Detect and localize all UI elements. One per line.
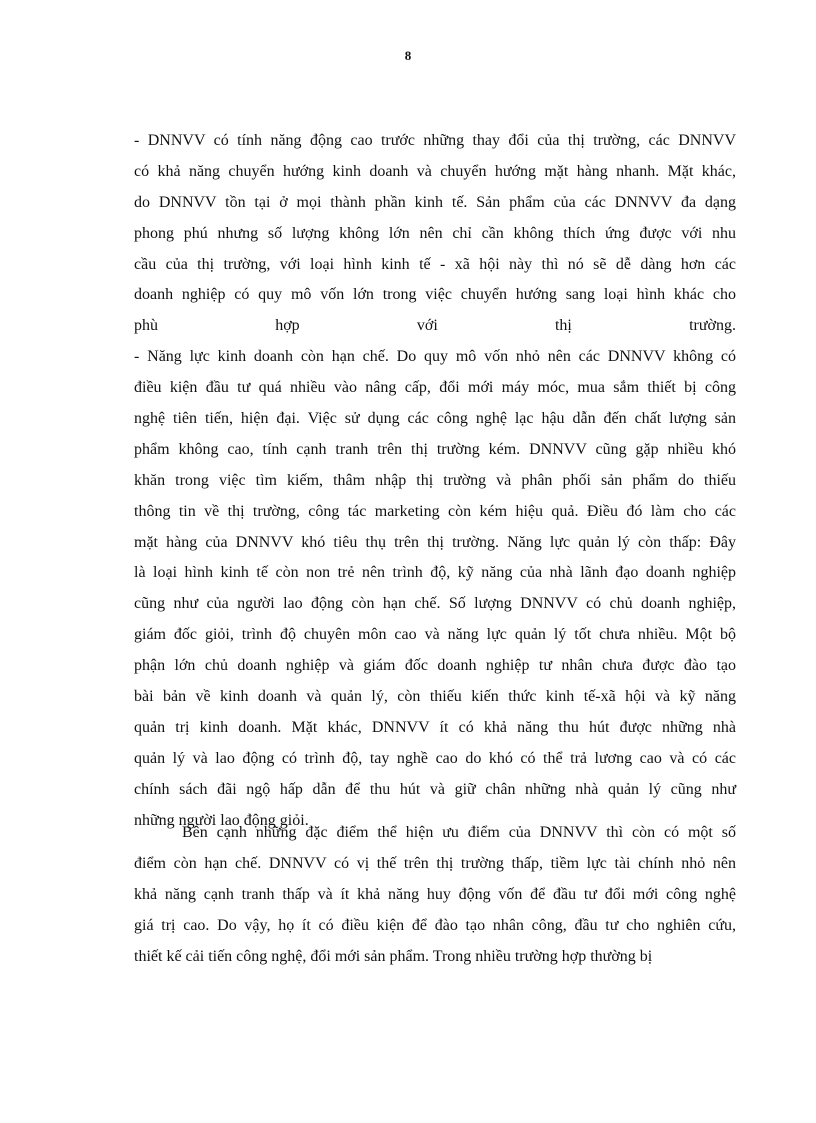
text-line: mặt hàng của DNNVV khó tiêu thụ trên thị trường. Năng lực quản lý còn thấp: Đây <box>134 533 736 551</box>
text-line: nghệ tiên tiến, hiện đại. Việc sử dụng các công nghệ lạc hậu dẫn đến chất lượng sản <box>134 410 736 428</box>
text-line: khăn trong việc tìm kiếm, thâm nhập thị trường và phân phối sản phẩm do thiếu <box>134 471 736 489</box>
paragraph-characteristics <box>134 126 736 836</box>
text-line: Bên cạnh những đặc điểm thể hiện ưu điểm của DNNVV thì còn có một số <box>182 824 736 841</box>
text-line: quản trị kinh doanh. Mặt khác, DNNVV ít có khả năng thu hút được những nhà <box>134 718 736 736</box>
paragraph-limitations <box>134 818 736 972</box>
text-line: quản lý và lao động có trình độ, tay nghề cao do khó có thể trả lương cao và có các <box>134 749 736 767</box>
text-line: là loại hình kinh tế còn non trẻ nên trình độ, kỹ năng của nhà lãnh đạo doanh nghiệp <box>134 564 736 582</box>
text-line: điều kiện đầu tư quá nhiều vào nâng cấp, đổi mới máy móc, mua sắm thiết bị công <box>134 379 736 397</box>
text-line: do DNNVV tồn tại ở mọi thành phần kinh tế. Sản phẩm của các DNNVV đa dạng <box>134 193 736 211</box>
text-line: bài bản về kinh doanh và quản lý, còn thiếu kiến thức kinh tế-xã hội và kỹ năng <box>134 688 736 706</box>
text-line: phận lớn chủ doanh nghiệp và giám đốc doanh nghiệp tư nhân chưa được đào tạo <box>134 657 736 675</box>
page-number: 8 <box>404 48 412 63</box>
text-line: khả năng cạnh tranh thấp và ít khả năng huy động vốn để đầu tư đổi mới công nghệ <box>134 885 736 903</box>
text-line: - DNNVV có tính năng động cao trước những thay đổi của thị trường, các DNNVV <box>134 132 736 149</box>
text-line: có khả năng chuyển hướng kinh doanh và chuyển hướng mặt hàng nhanh. Mặt khác, <box>134 162 736 180</box>
text-line: phẩm không cao, tính cạnh tranh trên thị trường kém. DNNVV cũng gặp nhiều khó <box>134 440 736 458</box>
text-line: chính sách đãi ngộ hấp dẫn để thu hút và giữ chân những nhà quản lý cũng như <box>134 780 736 798</box>
text-line: thông tin về thị trường, công tác marketing còn kém hiệu quả. Điều đó làm cho các <box>134 502 736 520</box>
text-line: phong phú nhưng số lượng không lớn nên chỉ cần không thích ứng được với nhu <box>134 224 736 242</box>
text-line: doanh nghiệp có quy mô vốn lớn trong việc chuyển hướng sang loại hình khác cho <box>134 286 736 304</box>
text-line: cầu của thị trường, với loại hình kinh tế - xã hội này thì nó sẽ dễ dàng hơn các <box>134 255 736 273</box>
text-line: những người lao động giỏi. <box>134 811 309 829</box>
text-line: giá trị cao. Do vậy, họ ít có điều kiện để đào tạo nhân công, đầu tư cho nghiên cứu, <box>134 916 736 934</box>
text-line: điểm còn hạn chế. DNNVV có vị thế trên thị trường thấp, tiềm lực tài chính nhỏ nên <box>134 854 736 872</box>
text-line: - Năng lực kinh doanh còn hạn chế. Do quy mô vốn nhỏ nên các DNNVV không có <box>134 348 736 366</box>
text-line: thiết kế cải tiến công nghệ, đổi mới sản phẩm. Trong nhiều trường hợp thường bị <box>134 947 653 965</box>
text-line: giám đốc giỏi, trình độ chuyên môn cao và năng lực quản lý tốt chưa nhiều. Một bộ <box>134 626 736 644</box>
text-line: phù hợp với thị trường. <box>134 317 736 335</box>
text-line: cũng như của người lao động còn hạn chế. Số lượng DNNVV có chủ doanh nghiệp, <box>134 595 736 613</box>
